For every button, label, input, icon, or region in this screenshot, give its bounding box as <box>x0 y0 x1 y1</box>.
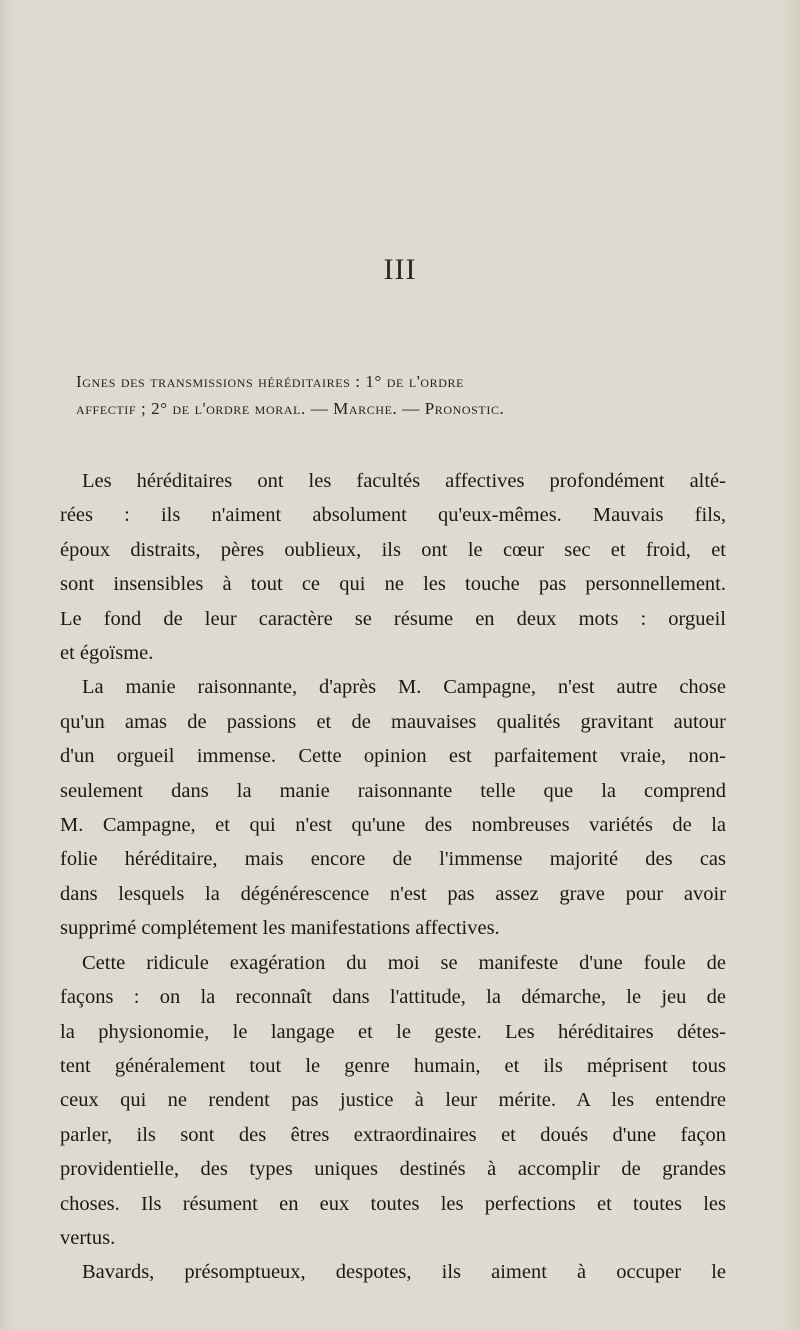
text-line: Bavards, présomptueux, despotes, ils aiment à occuper le <box>82 1261 726 1284</box>
text-line: et égoïsme. <box>60 642 154 665</box>
text-line: façons : on la reconnaît dans l'attitude, la démarche, le jeu de <box>60 986 726 1009</box>
text-line: tent généralement tout le genre humain, et ils méprisent tous <box>60 1054 726 1077</box>
text-line: supprimé complétement les manifestations affectives. <box>60 917 500 940</box>
text-line: providentielle, des types uniques destinés à accomplir de grandes <box>60 1158 726 1181</box>
heading-line: Ignes des transmissions héréditaires : 1° de l'ordre <box>76 372 465 391</box>
text-line: sont insensibles à tout ce qui ne les touche pas personnellement. <box>60 573 726 596</box>
heading-line: affectif ; 2° de l'ordre moral. — Marche. — Pronostic. <box>76 399 505 418</box>
text-line: vertus. <box>60 1226 116 1249</box>
text-line: époux distraits, pères oublieux, ils ont le cœur sec et froid, et <box>60 538 726 561</box>
text-line: seulement dans la manie raisonnante telle que la comprend <box>60 779 726 802</box>
text-line: d'un orgueil immense. Cette opinion est parfaitement vraie, non- <box>60 745 726 768</box>
chapter-heading <box>76 368 726 422</box>
text-line: La manie raisonnante, d'après M. Campagne, n'est autre chose <box>82 676 726 699</box>
text-line: qu'un amas de passions et de mauvaises qualités gravitant autour <box>60 710 726 733</box>
text-line: rées : ils n'aiment absolument qu'eux-mêmes. Mauvais fils, <box>60 504 726 527</box>
chapter-number: III <box>383 253 417 286</box>
body-text <box>60 464 726 1290</box>
text-line: parler, ils sont des êtres extraordinaires et doués d'une façon <box>60 1123 726 1146</box>
text-line: dans lesquels la dégénérescence n'est pas assez grave pour avoir <box>60 882 726 905</box>
text-line: choses. Ils résument en eux toutes les perfections et toutes les <box>60 1192 726 1215</box>
text-line: Cette ridicule exagération du moi se manifeste d'une foule de <box>82 951 726 974</box>
text-line: Les héréditaires ont les facultés affectives profondément alté- <box>82 470 726 492</box>
text-line: ceux qui ne rendent pas justice à leur mérite. A les entendre <box>60 1089 726 1112</box>
text-line: la physionomie, le langage et le geste. Les héréditaires détes- <box>60 1020 726 1043</box>
text-line: Le fond de leur caractère se résume en deux mots : orgueil <box>60 607 726 630</box>
text-line: M. Campagne, et qui n'est qu'une des nombreuses variétés de la <box>60 814 726 837</box>
text-line: folie héréditaire, mais encore de l'immense majorité des cas <box>60 848 726 871</box>
